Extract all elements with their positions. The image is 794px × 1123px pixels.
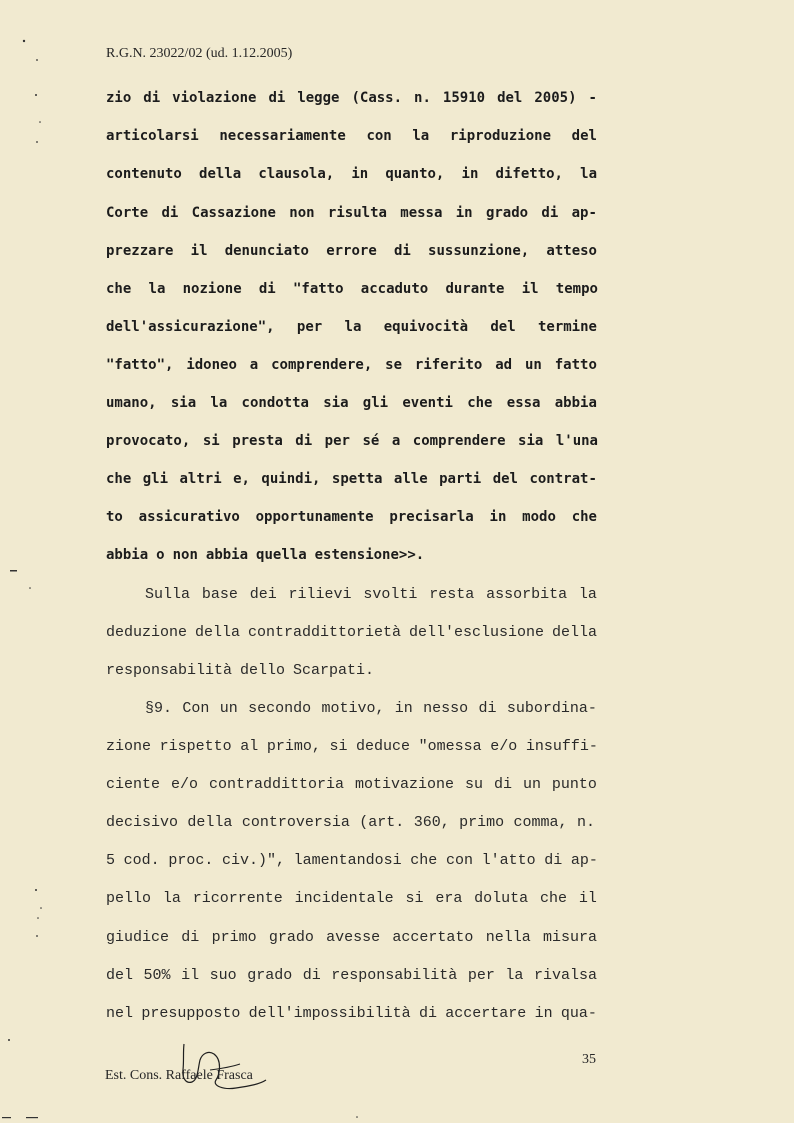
word: errore bbox=[326, 243, 377, 259]
page-number: 35 bbox=[582, 1052, 596, 1067]
text-line bbox=[106, 319, 597, 339]
word: di bbox=[295, 433, 313, 449]
word: gli bbox=[362, 395, 389, 411]
text-line bbox=[106, 395, 597, 415]
text-line bbox=[106, 852, 598, 872]
word: rivalsa bbox=[533, 967, 597, 984]
word: del bbox=[490, 319, 516, 335]
word: accertato bbox=[392, 929, 474, 946]
word: ciente bbox=[106, 776, 161, 793]
word: motivo, bbox=[321, 700, 385, 717]
word: articolarsi bbox=[106, 128, 199, 144]
word: opportunamente bbox=[255, 509, 374, 525]
text-line bbox=[106, 738, 598, 758]
text-line bbox=[106, 967, 597, 987]
word: della bbox=[187, 814, 233, 831]
word: in bbox=[489, 509, 507, 525]
word: la bbox=[412, 128, 430, 144]
word: che bbox=[467, 395, 493, 411]
word: in bbox=[534, 1005, 553, 1022]
word: durante bbox=[445, 281, 505, 297]
word: abbia bbox=[554, 395, 597, 411]
word: civ.)", bbox=[221, 852, 285, 869]
word: della bbox=[194, 624, 240, 641]
word: sia bbox=[170, 395, 197, 411]
word: in bbox=[394, 700, 413, 717]
word: necessariamente bbox=[219, 128, 346, 144]
word: incidentale bbox=[294, 890, 394, 907]
word: dell'assicurazione", bbox=[106, 319, 275, 335]
word: comprendere, bbox=[271, 357, 373, 373]
word: insuffi- bbox=[525, 738, 598, 755]
text-line bbox=[106, 547, 424, 567]
word: sussunzione, bbox=[428, 243, 530, 259]
word: e/o bbox=[490, 738, 518, 755]
word: il bbox=[521, 281, 539, 297]
word: in bbox=[461, 166, 479, 182]
word: si bbox=[405, 890, 424, 907]
text-line bbox=[106, 662, 374, 682]
word: il bbox=[190, 243, 208, 259]
word: deduzione bbox=[106, 624, 188, 641]
word: la bbox=[580, 166, 597, 182]
word: sé bbox=[362, 433, 380, 449]
word: sia bbox=[518, 433, 544, 449]
word: la bbox=[578, 586, 597, 603]
word: di bbox=[544, 852, 563, 869]
word: di bbox=[541, 205, 559, 221]
word: messa bbox=[400, 205, 443, 221]
word: a bbox=[249, 357, 259, 373]
word: a bbox=[391, 433, 401, 449]
word: nel bbox=[106, 1005, 134, 1022]
text-line bbox=[145, 700, 597, 720]
word: sia bbox=[323, 395, 349, 411]
text-line bbox=[106, 814, 595, 834]
text-line bbox=[106, 929, 597, 949]
word: misura bbox=[542, 929, 597, 946]
word: di bbox=[143, 90, 161, 106]
text-line bbox=[106, 205, 597, 225]
word: 15910 bbox=[442, 90, 486, 106]
text-line bbox=[106, 624, 597, 644]
word: si bbox=[329, 738, 348, 755]
word: responsabilità bbox=[106, 662, 233, 679]
word: resta bbox=[429, 586, 475, 603]
word: di bbox=[478, 700, 497, 717]
word: quella bbox=[256, 547, 307, 563]
word: un bbox=[522, 776, 541, 793]
word: nozione bbox=[182, 281, 242, 297]
word: rispetto bbox=[159, 738, 232, 755]
word: che bbox=[106, 471, 132, 487]
word: legge bbox=[297, 90, 340, 106]
word: si bbox=[202, 433, 220, 449]
word: atteso bbox=[546, 243, 597, 259]
text-line bbox=[145, 586, 597, 606]
word: che bbox=[571, 509, 597, 525]
word: Scarpati. bbox=[293, 662, 375, 679]
word: di bbox=[418, 1005, 437, 1022]
word: violazione bbox=[172, 90, 257, 106]
word: proc. bbox=[168, 852, 214, 869]
word: controversia bbox=[241, 814, 350, 831]
word: provocato, bbox=[106, 433, 191, 449]
word: riproduzione bbox=[449, 128, 552, 144]
word: contraddittoria bbox=[208, 776, 344, 793]
word: spetta bbox=[331, 471, 383, 487]
word: non bbox=[172, 547, 198, 563]
word: termine bbox=[537, 319, 597, 335]
word: motivazione bbox=[354, 776, 454, 793]
word: ricorrente bbox=[192, 890, 283, 907]
text-line bbox=[106, 1005, 597, 1025]
word: §9. bbox=[145, 700, 173, 717]
word: secondo bbox=[248, 700, 312, 717]
word: primo, bbox=[266, 738, 321, 755]
word: di bbox=[302, 967, 321, 984]
word: deduce bbox=[356, 738, 411, 755]
text-line bbox=[106, 776, 597, 796]
word: essa bbox=[506, 395, 541, 411]
word: per bbox=[324, 433, 350, 449]
word: dell'esclusione bbox=[408, 624, 544, 641]
word: dello bbox=[240, 662, 286, 679]
word: era bbox=[435, 890, 463, 907]
word: su bbox=[464, 776, 483, 793]
word: assorbita bbox=[486, 586, 568, 603]
word: la bbox=[505, 967, 524, 984]
word: riferito bbox=[414, 357, 483, 373]
word: presta bbox=[232, 433, 283, 449]
word: "omessa bbox=[418, 738, 482, 755]
word: 50% bbox=[143, 967, 171, 984]
text-line bbox=[106, 357, 597, 377]
word: di bbox=[181, 929, 200, 946]
word: abbia bbox=[106, 547, 149, 563]
word: contenuto bbox=[106, 166, 182, 182]
word: punto bbox=[551, 776, 597, 793]
word: parti bbox=[439, 471, 482, 487]
word: 5 bbox=[106, 852, 116, 869]
word: presupposto bbox=[141, 1005, 241, 1022]
case-reference-header: R.G.N. 23022/02 (ud. 1.12.2005) bbox=[106, 46, 293, 61]
word: ap- bbox=[570, 852, 598, 869]
word: con bbox=[366, 128, 392, 144]
word: l'atto bbox=[481, 852, 536, 869]
word: zio bbox=[106, 90, 132, 106]
word: il bbox=[578, 890, 597, 907]
word: in bbox=[351, 166, 369, 182]
word: denunciato bbox=[224, 243, 309, 259]
word: "fatto bbox=[292, 281, 344, 297]
word: la bbox=[162, 890, 181, 907]
word: o bbox=[156, 547, 165, 563]
word: quanto, bbox=[385, 166, 445, 182]
word: Con bbox=[182, 700, 210, 717]
text-line bbox=[106, 90, 597, 110]
word: estensione>>. bbox=[314, 547, 425, 563]
word: subordina- bbox=[506, 700, 597, 717]
word: al bbox=[240, 738, 259, 755]
word: di bbox=[161, 205, 179, 221]
word: n. bbox=[576, 814, 595, 831]
word: la bbox=[148, 281, 166, 297]
word: della bbox=[551, 624, 597, 641]
word: per bbox=[296, 319, 323, 335]
word: ad bbox=[495, 357, 513, 373]
word: clausola, bbox=[258, 166, 335, 182]
word: svolti bbox=[363, 586, 418, 603]
word: "fatto", bbox=[106, 357, 174, 373]
word: fatto bbox=[554, 357, 597, 373]
word: precisarla bbox=[389, 509, 474, 525]
word: n. bbox=[414, 90, 431, 106]
word: suo bbox=[209, 967, 237, 984]
word: che bbox=[540, 890, 568, 907]
word: eventi bbox=[402, 395, 453, 411]
word: contrat- bbox=[529, 471, 597, 487]
word: Sulla bbox=[145, 586, 191, 603]
text-line bbox=[106, 166, 597, 186]
word: comma, bbox=[513, 814, 568, 831]
word: comprendere bbox=[412, 433, 506, 449]
word: 2005) bbox=[534, 90, 577, 106]
word: dell'impossibilità bbox=[248, 1005, 411, 1022]
word: del bbox=[106, 967, 134, 984]
word: la bbox=[210, 395, 228, 411]
word: nesso bbox=[423, 700, 469, 717]
word: alle bbox=[393, 471, 428, 487]
word: qua- bbox=[560, 1005, 597, 1022]
word: decisivo bbox=[106, 814, 179, 831]
word: e/o bbox=[170, 776, 198, 793]
word: abbia bbox=[205, 547, 249, 563]
word: grado bbox=[247, 967, 293, 984]
word: pello bbox=[106, 890, 152, 907]
word: che bbox=[410, 852, 438, 869]
word: contraddittorietà bbox=[247, 624, 401, 641]
word: gli bbox=[142, 471, 169, 487]
word: lamentandosi bbox=[293, 852, 402, 869]
text-line bbox=[106, 243, 597, 263]
word: del bbox=[492, 471, 518, 487]
word: nella bbox=[485, 929, 531, 946]
word: se bbox=[385, 357, 403, 373]
word: tempo bbox=[555, 281, 598, 297]
word: un bbox=[219, 700, 238, 717]
word: responsabilità bbox=[331, 967, 458, 984]
word: rilievi bbox=[288, 586, 352, 603]
word: to bbox=[106, 509, 123, 525]
word: primo bbox=[211, 929, 257, 946]
word: ap- bbox=[571, 205, 597, 221]
word: risulta bbox=[327, 205, 387, 221]
word: con bbox=[445, 852, 473, 869]
word: l'una bbox=[555, 433, 598, 449]
word: - bbox=[588, 90, 597, 106]
word: giudice bbox=[106, 929, 170, 946]
word: zione bbox=[106, 738, 152, 755]
word: dei bbox=[249, 586, 277, 603]
text-line bbox=[106, 509, 597, 529]
word: del bbox=[497, 90, 523, 106]
word: doluta bbox=[474, 890, 529, 907]
word: la bbox=[344, 319, 362, 335]
signature-label: Est. Cons. Raffaele Frasca bbox=[105, 1068, 253, 1083]
word: di bbox=[393, 243, 411, 259]
word: primo bbox=[459, 814, 505, 831]
word: prezzare bbox=[106, 243, 174, 259]
word: della bbox=[199, 166, 242, 182]
word: difetto, bbox=[495, 166, 563, 182]
word: Corte bbox=[106, 205, 149, 221]
word: di bbox=[258, 281, 276, 297]
word: accertare bbox=[445, 1005, 527, 1022]
word: base bbox=[201, 586, 238, 603]
word: umano, bbox=[106, 395, 157, 411]
word: accaduto bbox=[360, 281, 429, 297]
word: quindi, bbox=[261, 471, 321, 487]
word: Cassazione bbox=[191, 205, 276, 221]
word: cod. bbox=[123, 852, 160, 869]
word: grado bbox=[485, 205, 529, 221]
text-line bbox=[106, 128, 597, 148]
word: il bbox=[181, 967, 200, 984]
word: (art. bbox=[359, 814, 405, 831]
word: condotta bbox=[241, 395, 309, 411]
word: assicurativo bbox=[138, 509, 240, 525]
word: 360, bbox=[413, 814, 450, 831]
text-line bbox=[106, 471, 597, 491]
word: un bbox=[525, 357, 542, 373]
word: avesse bbox=[326, 929, 381, 946]
text-line bbox=[106, 890, 597, 910]
word: di bbox=[493, 776, 512, 793]
word: del bbox=[571, 128, 597, 144]
word: di bbox=[268, 90, 286, 106]
text-line bbox=[106, 433, 598, 453]
word: e, bbox=[233, 471, 250, 487]
word: (Cass. bbox=[351, 90, 403, 106]
word: in bbox=[455, 205, 473, 221]
word: non bbox=[289, 205, 315, 221]
word: per bbox=[467, 967, 495, 984]
word: idoneo bbox=[186, 357, 237, 373]
text-line bbox=[106, 281, 598, 301]
word: modo bbox=[522, 509, 556, 525]
word: che bbox=[106, 281, 132, 297]
word: altri bbox=[179, 471, 222, 487]
word: equivocità bbox=[383, 319, 469, 335]
word: grado bbox=[268, 929, 314, 946]
